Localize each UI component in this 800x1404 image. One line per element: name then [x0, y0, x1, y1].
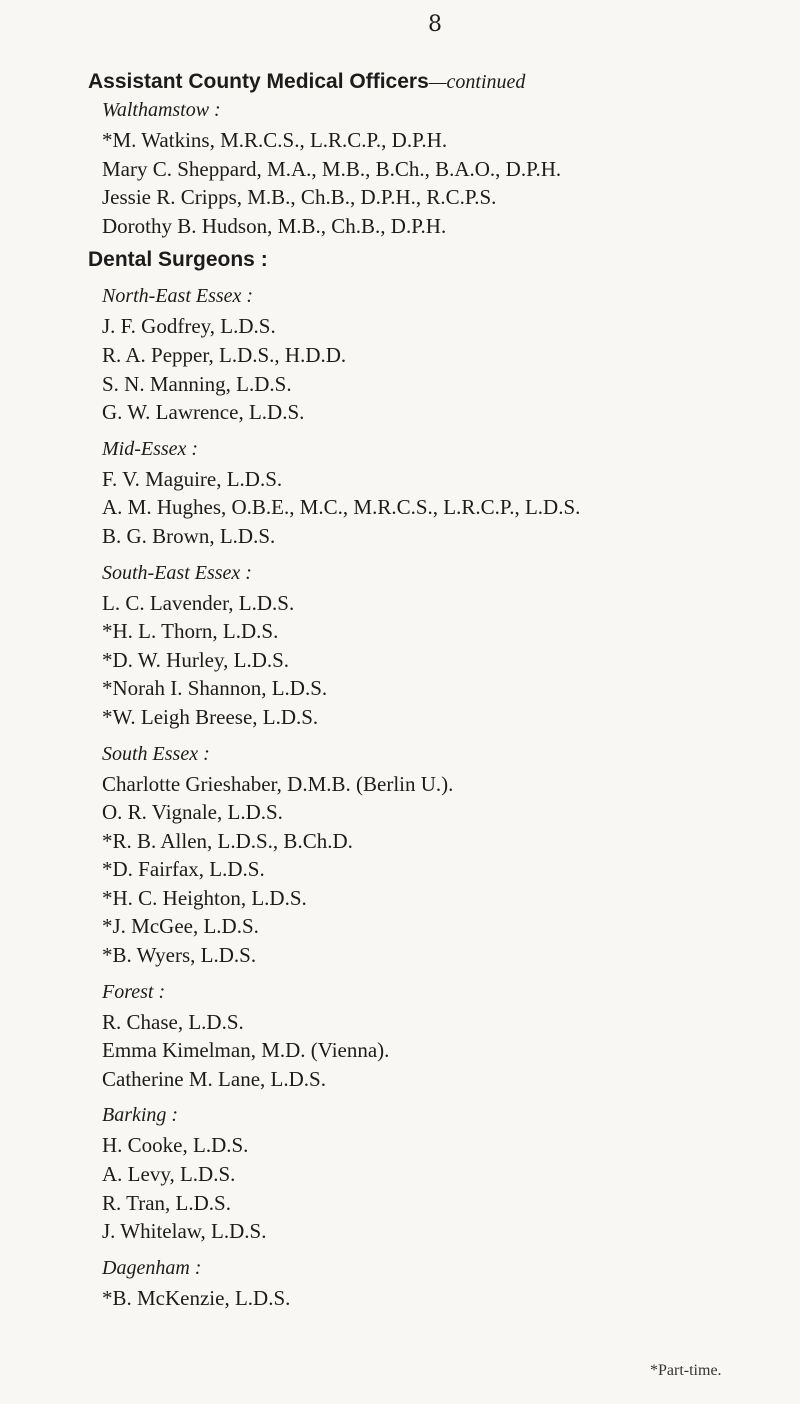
list-item: *B. McKenzie, L.D.S. [102, 1285, 291, 1310]
list-item: Catherine M. Lane, L.D.S. [102, 1066, 326, 1091]
list-item: *Norah I. Shannon, L.D.S. [102, 676, 328, 701]
list-item: *M. Watkins, M.R.C.S., L.R.C.P., D.P.H. [102, 128, 448, 152]
list-item: *R. B. Allen, L.D.S., B.Ch.D. [102, 828, 353, 853]
list-item: *H. L. Thorn, L.D.S. [102, 619, 279, 644]
list-item: *D. Fairfax, L.D.S. [102, 857, 265, 882]
list-item: A. Levy, L.D.S. [102, 1162, 236, 1187]
district-group-mid-essex [88, 435, 788, 551]
district-heading: South Essex : [102, 742, 210, 765]
list-item: Dorothy B. Hudson, M.B., Ch.B., D.P.H. [102, 213, 447, 238]
district-group-forest [88, 978, 788, 1094]
list-item: *B. Wyers, L.D.S. [102, 943, 257, 968]
district-group-south-essex [88, 740, 788, 970]
list-item: J. Whitelaw, L.D.S. [102, 1219, 267, 1244]
list-item: H. Cooke, L.D.S. [102, 1133, 249, 1158]
district-group-dagenham [88, 1254, 788, 1313]
page-content [88, 68, 788, 1316]
list-item: L. C. Lavender, L.D.S. [102, 590, 295, 615]
district-heading: South-East Essex : [102, 561, 252, 584]
list-item: R. A. Pepper, L.D.S., H.D.D. [102, 342, 347, 367]
district-heading: Barking : [102, 1104, 179, 1127]
list-item: Emma Kimelman, M.D. (Vienna). [102, 1038, 390, 1063]
section-heading [88, 68, 788, 96]
district-group-barking [88, 1101, 788, 1245]
list-item: R. Chase, L.D.S. [102, 1009, 244, 1034]
district-heading: North-East Essex : [102, 285, 254, 308]
list-item: A. M. Hughes, O.B.E., M.C., M.R.C.S., L.R.C.P., L.D.S. [102, 495, 581, 520]
district-group-north-east-essex [88, 282, 788, 426]
district-heading: Walthamstow : [102, 99, 221, 121]
list-item: *H. C. Heighton, L.D.S. [102, 885, 307, 910]
district-group-walthamstow [88, 96, 788, 240]
list-item: Charlotte Grieshaber, D.M.B. (Berlin U.). [102, 771, 454, 796]
continued-label: —continued [428, 71, 526, 93]
list-item: *J. McGee, L.D.S. [102, 914, 259, 939]
list-item: J. F. Godfrey, L.D.S. [102, 314, 276, 339]
list-item: G. W. Lawrence, L.D.S. [102, 400, 305, 425]
district-heading: Dagenham : [102, 1256, 202, 1279]
list-item: Jessie R. Cripps, M.B., Ch.B., D.P.H., R.C.P.S. [102, 185, 497, 210]
section-heading-text: Assistant County Medical Officers [88, 70, 429, 93]
list-item: O. R. Vignale, L.D.S. [102, 800, 283, 825]
list-item: Mary C. Sheppard, M.A., M.B., B.Ch., B.A.O., D.P.H. [102, 156, 562, 181]
district-group-south-east-essex [88, 559, 788, 732]
district-heading: Mid-Essex : [102, 437, 199, 460]
section-heading: Dental Surgeons : [88, 248, 268, 272]
section-assistant-medical-officers [88, 68, 788, 240]
list-item: R. Tran, L.D.S. [102, 1190, 231, 1215]
section-dental-surgeons [88, 246, 788, 1312]
footnote-part-time: *Part-time. [650, 1362, 722, 1379]
list-item: S. N. Manning, L.D.S. [102, 371, 292, 396]
district-heading: Forest : [102, 980, 166, 1003]
list-item: *D. W. Hurley, L.D.S. [102, 647, 290, 672]
list-item: F. V. Maguire, L.D.S. [102, 466, 283, 491]
list-item: *W. Leigh Breese, L.D.S. [102, 704, 319, 729]
list-item: B. G. Brown, L.D.S. [102, 523, 276, 548]
page-number: 8 [428, 12, 442, 37]
